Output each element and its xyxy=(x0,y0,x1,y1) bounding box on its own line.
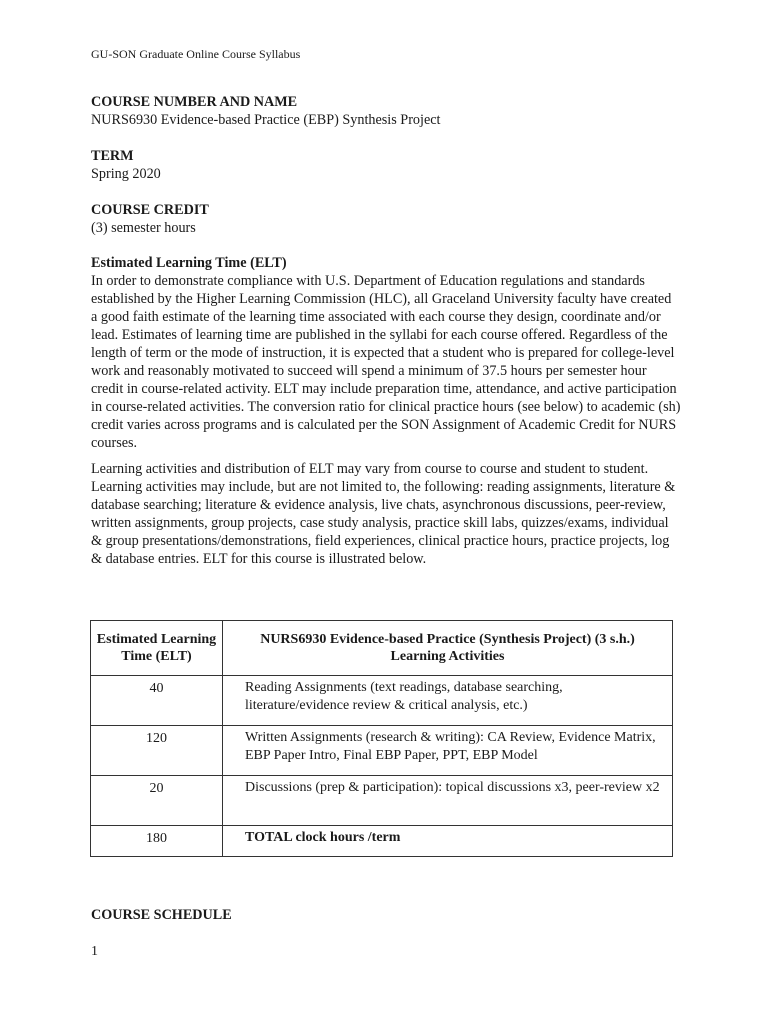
elt-column-header: Estimated Learning Time (ELT) xyxy=(91,621,223,676)
term-heading: TERM xyxy=(91,147,134,164)
course-number-name: NURS6930 Evidence-based Practice (EBP) Synthesis Project xyxy=(91,111,441,128)
syllabus-body xyxy=(91,94,681,578)
elt-heading: Estimated Learning Time (ELT) xyxy=(91,255,287,272)
course-schedule-heading: COURSE SCHEDULE xyxy=(91,907,232,923)
page-number: 1 xyxy=(91,944,98,959)
elt-paragraph-1: In order to demonstrate compliance with U.S. Department of Education regulations and standards established by the Higher Learning Commission (HLC), all Graceland University faculty have created a good faith estimate of the learning time associated with each course they design, coordinate and/or lead. Estimates of learning time are published in the syllabi for each course offered. Regardless of the length of term or the mode of instruction, it is expected that a student who is prepared for college-level work and reasonably motivated to succeed will spend a minimum of 37.5 hours per semester hour credit in course-related activity. ELT may include preparation time, attendance, and active participation in course-related activities. The conversion ratio for clinical practice hours (see below) to academic (sh) credit varies across programs and is calculated per the SON Assignment of Academic Credit for NURS courses. xyxy=(91,273,681,451)
activity-cell: Reading Assignments (text readings, database searching, literature/evidence review & critical analysis, etc.) xyxy=(223,676,673,726)
course-number-name-heading: COURSE NUMBER AND NAME xyxy=(91,94,298,110)
elt-paragraph-2: Learning activities and distribution of ELT may vary from course to course and student to student. Learning activities may include, but are not limited to, the following: reading assignments, literature & database searching; literature & evidence analysis, live chats, asynchronous discussions, peer-review, written assignments, group projects, case study analysis, practice skill labs, quizzes/exams, individual & group presentations/demonstrations, field experiences, clinical practice hours, practice projects, log & database entries. ELT for this course is illustrated below. xyxy=(91,461,676,567)
elt-hours-cell: 20 xyxy=(91,776,223,826)
table-row-total xyxy=(91,826,673,857)
activity-cell: Written Assignments (research & writing): CA Review, Evidence Matrix, EBP Paper Intro, Final EBP Paper, PPT, EBP Model xyxy=(223,726,673,776)
table-row xyxy=(91,676,673,726)
table-row xyxy=(91,726,673,776)
running-header: GU-SON Graduate Online Course Syllabus xyxy=(91,47,301,61)
table-row xyxy=(91,776,673,826)
elt-hours-cell: 120 xyxy=(91,726,223,776)
elt-hours-cell: 40 xyxy=(91,676,223,726)
elt-table-header-row xyxy=(91,621,673,676)
activities-column-header: NURS6930 Evidence-based Practice (Synthesis Project) (3 s.h.) Learning Activities xyxy=(223,621,673,676)
total-label-cell: TOTAL clock hours /term xyxy=(223,826,673,857)
course-credit-heading: COURSE CREDIT xyxy=(91,201,209,218)
activity-cell: Discussions (prep & participation): topical discussions x3, peer-review x2 xyxy=(223,776,673,826)
course-credit-value: (3) semester hours xyxy=(91,219,196,236)
elt-table xyxy=(90,620,673,857)
term-value: Spring 2020 xyxy=(91,165,161,182)
elt-total-hours-cell: 180 xyxy=(91,826,223,857)
